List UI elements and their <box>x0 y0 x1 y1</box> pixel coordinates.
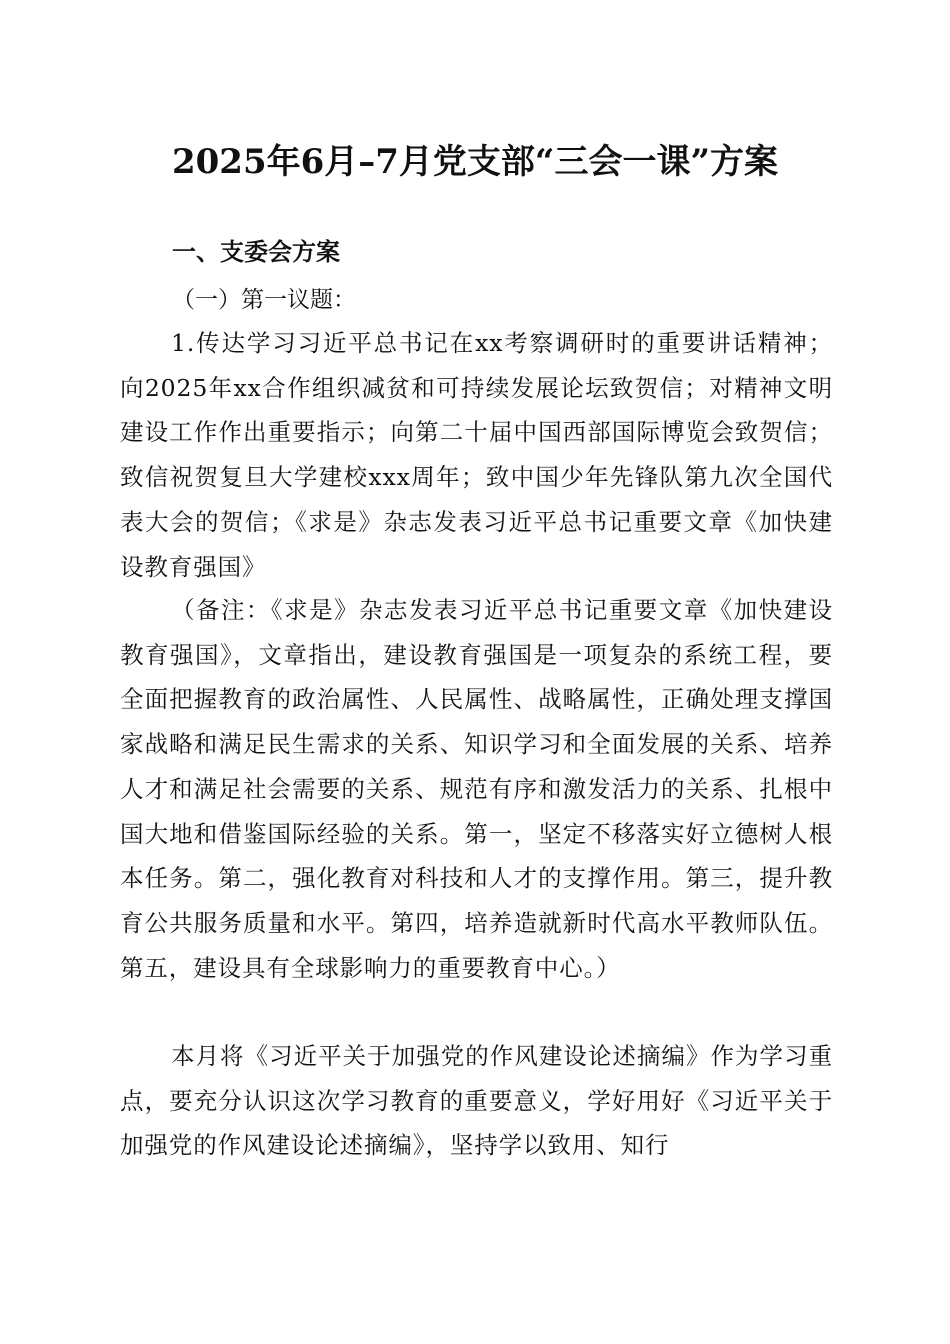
section-heading: 一、支委会方案 <box>172 238 340 266</box>
paragraph-study-focus: 本月将《习近平关于加强党的作风建设论述摘编》作为学习重点，要充分认识这次学习教育的重要意义，学好用好《习近平关于加强党的作风建设论述摘编》，坚持学以致用、知行 <box>120 1042 833 1160</box>
subsection-heading: （一）第一议题： <box>172 287 356 313</box>
paragraph-remarks: （备注：《求是》杂志发表习近平总书记重要文章《加快建设教育强国》，文章指出，建设教育强国是一项复杂的系统工程，要全面把握教育的政治属性、人民属性、战略属性，正确处理支撑国家战略和满足民生需求的关系、知识学习和全面发展的关系、培养人才和满足社会需要的关系、规范有序和激发活力的关系、扎根中国大地和借鉴国际经验的关系。第一，坚定不移落实好立德树人根本任务。第二，强化教育对科技和人才的支撑作用。第三，提升教育公共服务质量和水平。第四，培养造就新时代高水平教师队伍。第五，建设具有全球影响力的重要教育中心。） <box>120 596 833 982</box>
document-title: 2025年6月–7月党支部“三会一课”方案 <box>171 142 779 182</box>
paragraph-agenda-items: 1.传达学习习近平总书记在xx考察调研时的重要讲话精神；向2025年xx合作组织减贫和可持续发展论坛致贺信；对精神文明建设工作作出重要指示；向第二十届中国西部国际博览会致贺信；致信祝贺复旦大学建校xxx周年；致中国少年先锋队第九次全国代表大会的贺信；《求是》杂志发表习近平总书记重要文章《加快建设教育强国》 <box>120 329 833 581</box>
